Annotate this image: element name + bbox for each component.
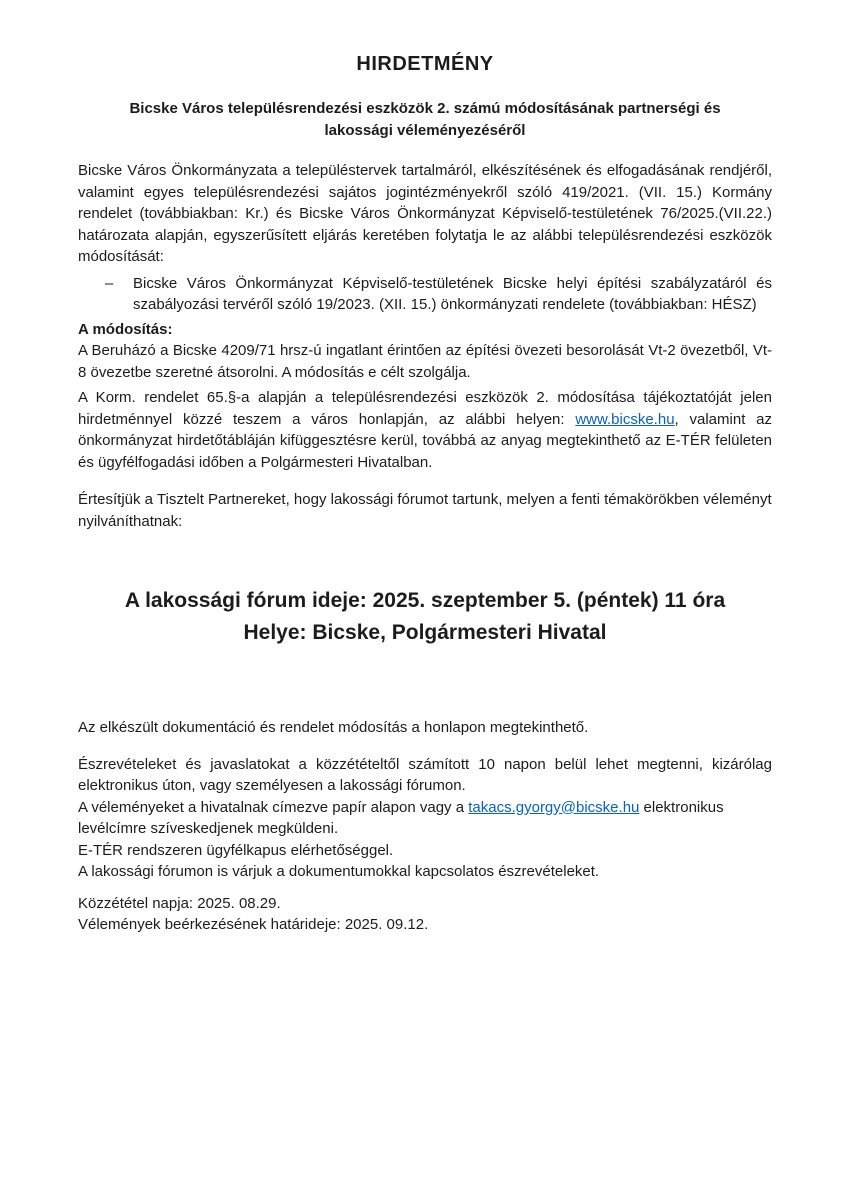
document-subtitle: Bicske Város településrendezési eszközök 2. számú módosításának partnerségi és lakossági véleményezéséről [129, 100, 721, 139]
forum-comments-line: A lakossági fórumon is várjuk a dokumentumokkal kapcsolatos észrevételeket. [78, 863, 600, 880]
forum-place-line: Helye: Bicske, Polgármesteri Hivatal [243, 621, 607, 644]
publication-paragraph [78, 387, 772, 473]
bullet-item-text: Bicske Város Önkormányzat Képviselő-testületének Bicske helyi építési szabályzatáról és szabályozási tervéről szóló 19/2023. (XII. 15.) önkormányzati rendelete (továbbiakban: HÉSZ) [133, 274, 772, 313]
modification-paragraph [78, 319, 772, 384]
bullet-list-item [78, 273, 772, 316]
forum-time-line: A lakossági fórum ideje: 2025. szeptember 5. (péntek) 11 óra [124, 589, 726, 612]
deadline-line: Vélemények beérkezésének határideje: 2025. 09.12. [78, 916, 429, 933]
modification-heading: A módosítás: [78, 320, 173, 338]
bullet-dash-marker: – [105, 274, 114, 292]
opinions-text-after-link: elektronikus levélcímre szíveskedjenek megküldeni. [78, 798, 724, 837]
email-link[interactable]: takacs.gyorgy@bicske.hu [468, 798, 640, 816]
publication-text-after-link: , valamint az önkormányzat hirdetőtábláján kifüggesztésre kerül, továbbá az anyag megtekinthető az E-TÉR felületen és ügyfélfogadási időben a Polgármesteri Hivatalban. [78, 410, 772, 471]
comments-paragraph: Észrevételeket és javaslatokat a közzétételtől számított 10 napon belül lehet megtenni, kizárólag elektronikus úton, vagy személyesen a lakossági fórumon. [78, 755, 772, 794]
modification-body-text: A Beruházó a Bicske 4209/71 hrsz-ú ingatlant érintően az építési övezeti besorolását Vt-2 övezetből, Vt-8 övezetbe szeretné átsorolni. A módosítás e célt szolgálja. [78, 342, 772, 381]
publication-text-before-link: A Korm. rendelet 65.§-a alapján a településrendezési eszközök 2. módosítása tájékoztatóját jelen hirdetménnyel közzé teszem a város honlapján, az alábbi helyen: [78, 389, 772, 428]
publication-date-line: Közzététel napja: 2025. 08.29. [78, 894, 281, 912]
documentation-paragraph: Az elkészült dokumentáció és rendelet módosítás a honlapon megtekinthető. [78, 719, 589, 736]
document-title: HIRDETMÉNY [356, 53, 494, 75]
opinions-paragraph [78, 797, 772, 840]
opinions-text-before-link: A véleményeket a hivatalnak címezve papír alapon vagy a [78, 798, 469, 816]
forum-announcement-block [78, 585, 772, 649]
website-link[interactable]: www.bicske.hu [575, 410, 675, 428]
intro-paragraph: Bicske Város Önkormányzata a településtervek tartalmáról, elkészítésének és elfogadásának rendjéről, valamint egyes településrendezési sajátos jogintézményekről szóló 419/2021. (VII. 15.) Kormány rendelet (továbbiakban: Kr.) és Bicske Város Önkormányzat Képviselő-testületének 76/2025.(VII.22.) határozata alapján, egyszerűsített eljárás keretében folytatja le az alábbi településrendezési eszközök módosítását: [78, 162, 772, 265]
eter-line: E-TÉR rendszeren ügyfélkapus elérhetőséggel. [78, 841, 394, 859]
notice-paragraph: Értesítjük a Tisztelt Partnereket, hogy lakossági fórumot tartunk, melyen a fenti témakörökben véleményt nyilváníthatnak: [78, 491, 772, 530]
